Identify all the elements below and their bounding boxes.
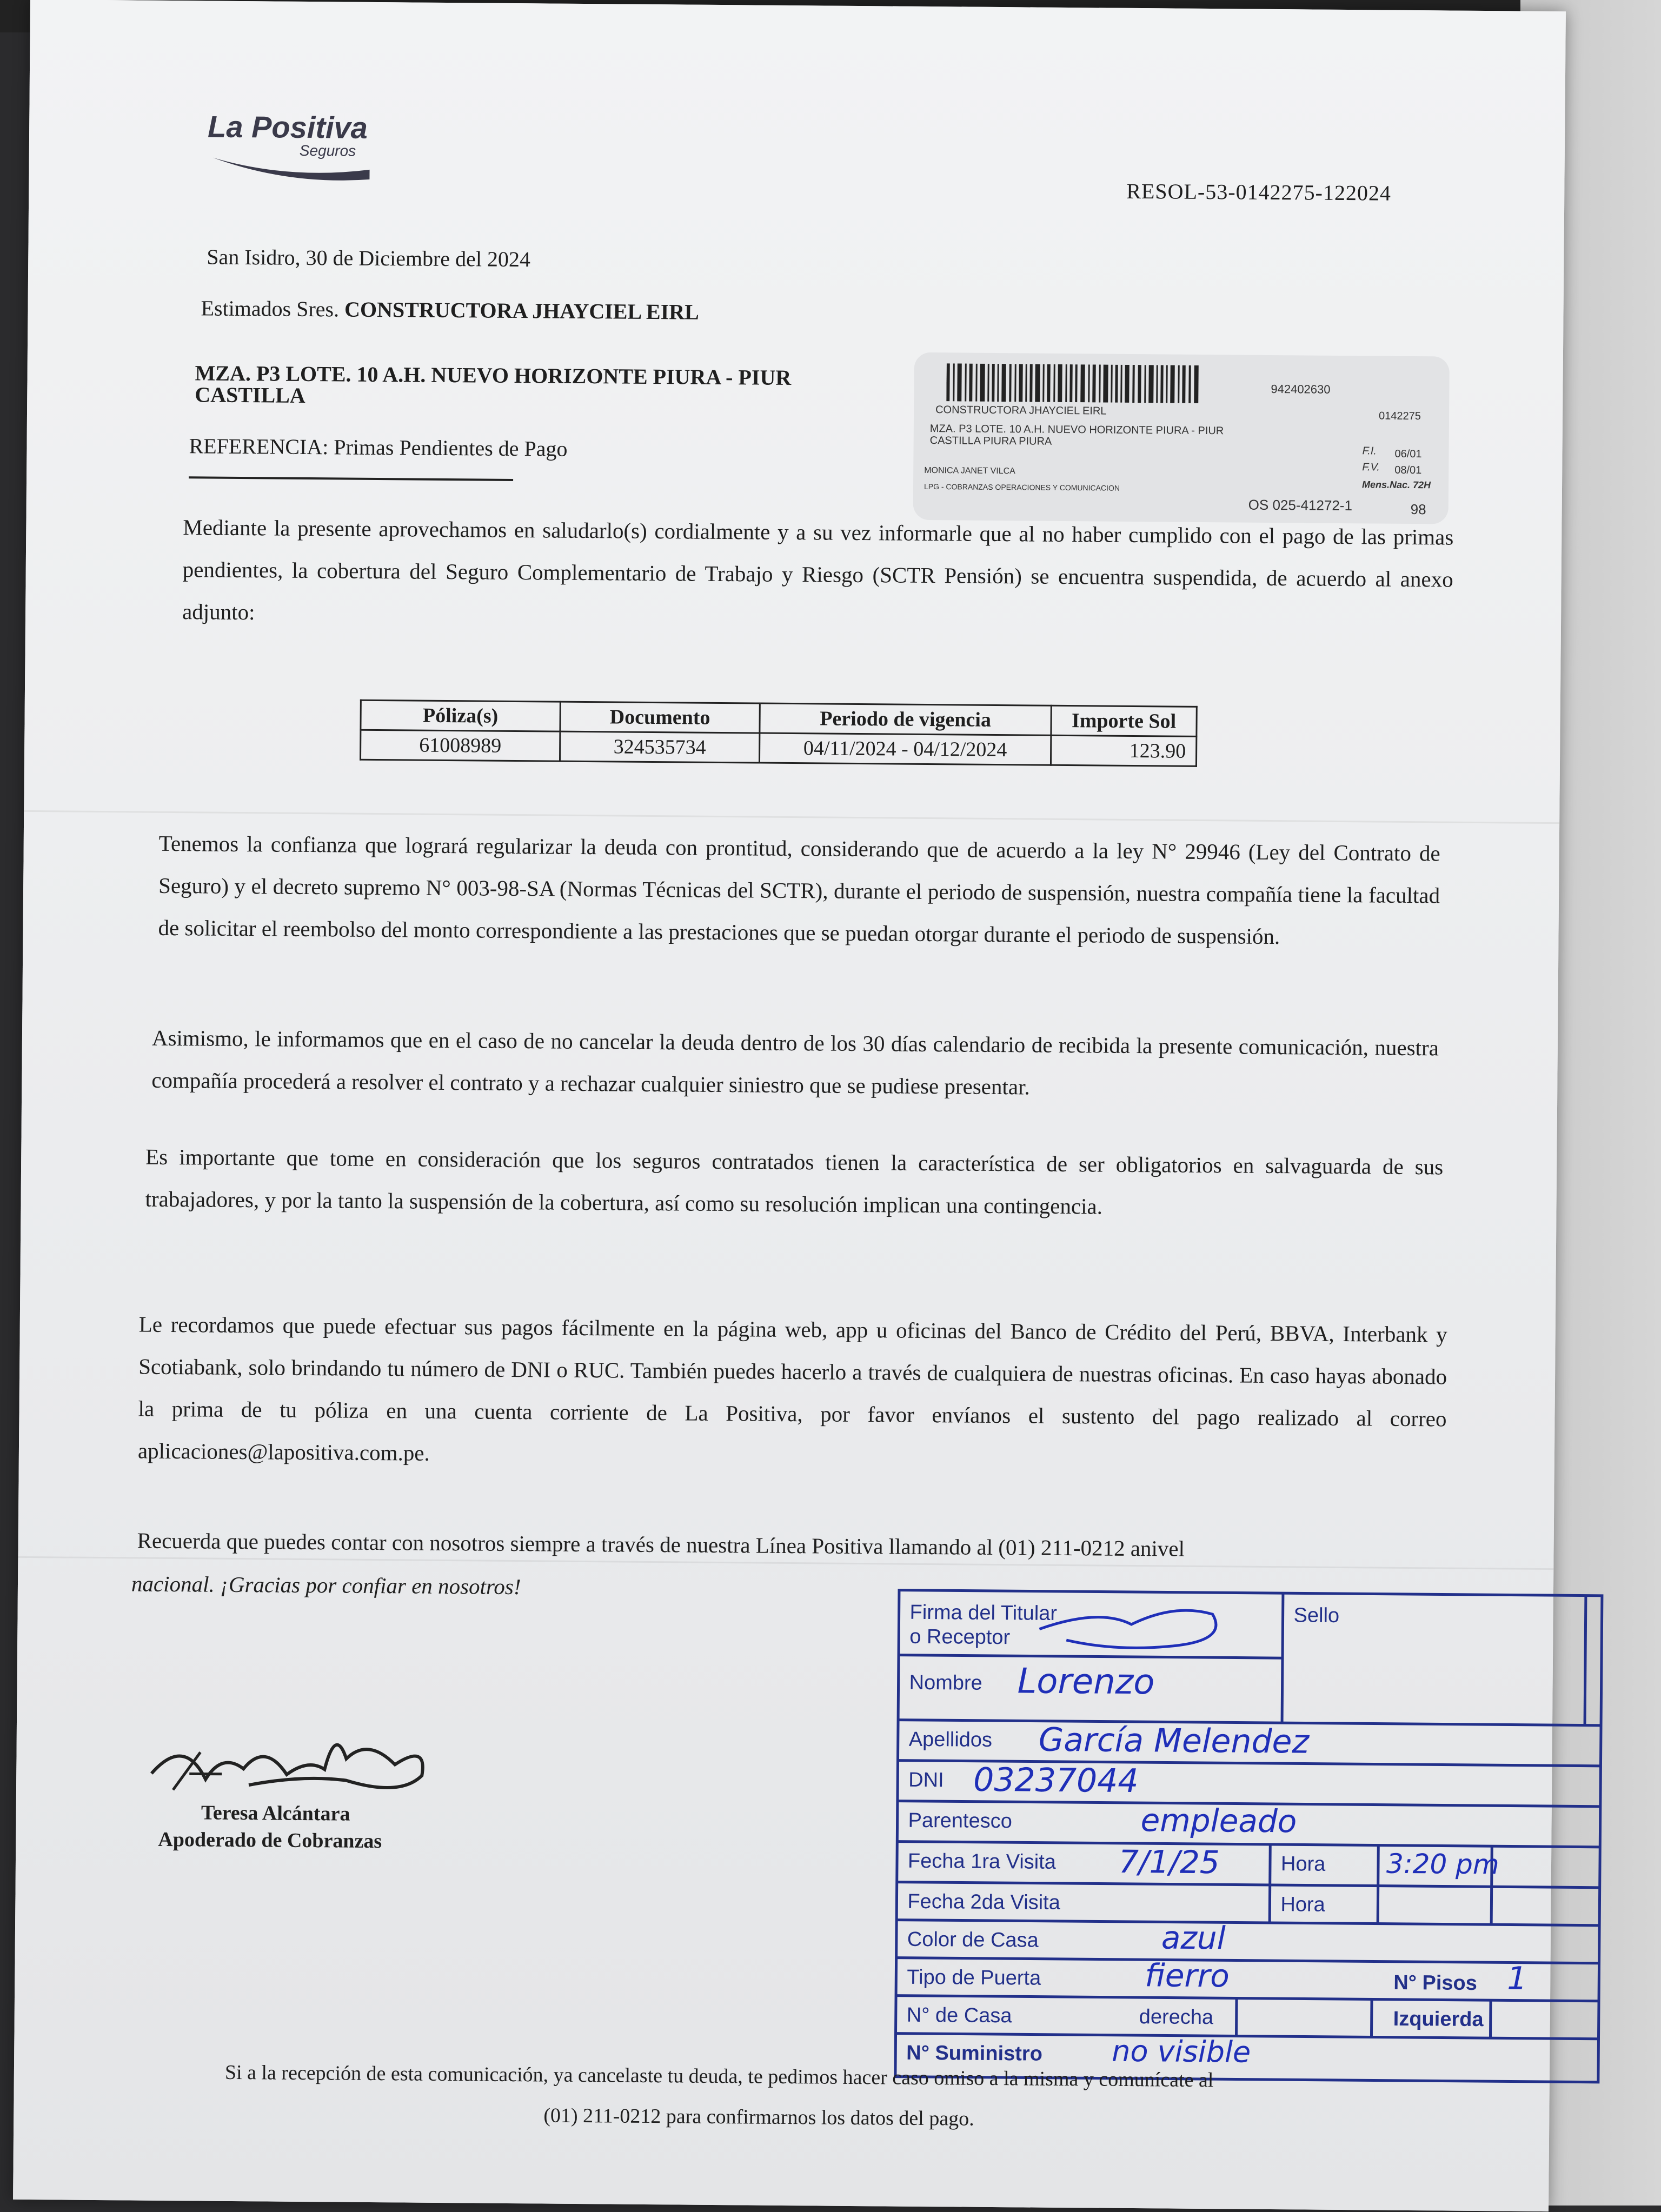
label-fi: F.I.	[1362, 445, 1377, 457]
greeting-company: CONSTRUCTORA JHAYCIEL EIRL	[344, 297, 699, 324]
greeting-line	[201, 295, 699, 324]
address-line-2: CASTILLA	[195, 382, 305, 408]
header-periodo: Periodo de vigencia	[760, 703, 1051, 735]
paragraph-4: Es importante que tome en consideración que los seguros contratados tienen la característica de ser obligatorios en salvaguarda de sus trabajadores, y por la tanto la suspensión de la cobertura, así como su resolución implican una contingencia.	[145, 1144, 1444, 1219]
receipt-stamp	[879, 1574, 1629, 2115]
color-value: azul	[1161, 1919, 1226, 1957]
cell-periodo: 04/11/2024 - 04/12/2024	[759, 733, 1051, 765]
address-line-1: MZA. P3 LOTE. 10 A.H. NUEVO HORIZONTE PIURA - PIUR	[195, 361, 792, 390]
hora2-label: Hora	[1280, 1893, 1325, 1916]
label-company: CONSTRUCTORA JHAYCIEL EIRL	[935, 404, 1107, 417]
label-department: LPG - COBRANZAS OPERACIONES Y COMUNICACION	[923, 482, 1120, 492]
header-importe: Importe Sol	[1051, 705, 1197, 736]
logo-swoosh-icon	[207, 152, 380, 186]
paragraph-6-line-2: nacional. ¡Gracias por confiar en nosotros!	[131, 1571, 521, 1600]
hora-value: 3:20 pm	[1386, 1848, 1499, 1881]
fecha1-label: Fecha 1ra Visita	[907, 1849, 1057, 1874]
pisos-label: N° Pisos	[1393, 1971, 1478, 1995]
footer-line-1: Si a la recepción de esta comunicación, ya cancelaste tu deuda, te pedimos hacer caso omiso a la misma y comunícate al	[224, 2061, 1214, 2092]
parentesco-label: Parentesco	[908, 1809, 1013, 1833]
suministro-label: N° Suministro	[906, 2041, 1043, 2066]
signatory-name: Teresa Alcántara	[201, 1801, 350, 1825]
label-contact: MONICA JANET VILCA	[924, 465, 1015, 476]
hora-label: Hora	[1280, 1853, 1326, 1876]
greeting-prefix: Estimados Sres.	[201, 296, 340, 322]
izquierda-label: Izquierda	[1393, 2007, 1484, 2031]
fold-crease	[24, 810, 1559, 824]
sello-label: Sello	[1293, 1604, 1340, 1628]
puerta-value: fierro	[1145, 1957, 1230, 1995]
label-code: 0142275	[1378, 410, 1421, 423]
fecha2-label: Fecha 2da Visita	[907, 1890, 1060, 1914]
label-address-2: CASTILLA PIURA PIURA	[929, 435, 1052, 448]
color-label: Color de Casa	[907, 1928, 1039, 1952]
resolution-number: RESOL-53-0142275-122024	[1126, 178, 1392, 205]
stamp-grid	[879, 1574, 1629, 2115]
label-fv: F.V.	[1362, 461, 1380, 474]
pisos-value: 1	[1507, 1960, 1527, 1997]
signatory-role: Apoderado de Cobranzas	[158, 1828, 382, 1853]
apellidos-value: García Melendez	[1038, 1721, 1310, 1761]
fecha1-value: 7/1/25	[1118, 1843, 1220, 1881]
mailing-label	[913, 352, 1450, 524]
paragraph-3: Asimismo, le informamos que en el caso de no cancelar la deuda dentro de los 30 días calendario de recibida la presente comunicación, nuestra compañía procederá a resolver el contrato y a rechazar cualquier siniestro que se pudiese presentar.	[151, 1025, 1439, 1100]
cell-poliza: 61008989	[361, 730, 560, 761]
puerta-label: Tipo de Puerta	[907, 1966, 1041, 1990]
firma-label-2: o Receptor	[909, 1625, 1011, 1649]
apellidos-label: Apellidos	[908, 1728, 993, 1751]
reference-underline	[189, 476, 513, 481]
recipient-signature	[1034, 1597, 1229, 1658]
label-fv-value: 08/01	[1394, 464, 1422, 477]
dni-label: DNI	[908, 1768, 944, 1792]
company-logo	[207, 109, 435, 191]
logo-name: La Positiva	[207, 109, 368, 145]
handwritten-signature	[141, 1703, 444, 1814]
letter-page	[13, 0, 1566, 2211]
paragraph-2: Tenemos la confianza que logrará regularizar la deuda con prontitud, considerando que de acuerdo a la ley N° 29946 (Ley del Contrato de Seguro) y el decreto supremo N° 003-98-SA (Normas Técnicas del SCTR), durante el periodo de suspensión, nuestra compañía tiene la facultad de solicitar el reembolso del monto correspondiente a las prestaciones que se puedan otorgar durante el periodo de suspensión.	[158, 830, 1440, 949]
ncasa-label: N° de Casa	[906, 2003, 1012, 2028]
cell-documento: 324535734	[560, 731, 759, 763]
dni-value: 03237044	[973, 1761, 1139, 1801]
nombre-label: Nombre	[909, 1671, 982, 1695]
label-os: OS 025-41272-1	[1248, 496, 1353, 514]
barcode-number: 942402630	[1271, 382, 1331, 396]
label-mens: Mens.Nac. 72H	[1361, 479, 1431, 491]
nombre-value: Lorenzo	[1017, 1661, 1155, 1703]
label-os-suffix: 98	[1410, 501, 1426, 518]
suministro-value: no visible	[1112, 2034, 1251, 2069]
header-documento: Documento	[560, 702, 760, 733]
table-row	[361, 730, 1197, 766]
derecha-label: derecha	[1139, 2006, 1214, 2029]
paragraph-1: Mediante la presente aprovechamos en saludarlo(s) cordialmente y a su vez informarle que al no haber cumplido con el pago de las primas pendientes, la cobertura del Seguro Complementario de Trabajo y Riesgo (SCTR Pensión) se encuentra suspendida, de acuerdo al anexo adjunto:	[182, 515, 1454, 625]
logo-subtitle: Seguros	[299, 142, 356, 159]
header-poliza: Póliza(s)	[361, 700, 560, 731]
paragraph-6-line-1: Recuerda que puedes contar con nosotros siempre a través de nuestra Línea Positiva llamando al (01) 211-0212 anivel	[137, 1528, 1185, 1561]
label-address-1: MZA. P3 LOTE. 10 A.H. NUEVO HORIZONTE PIURA - PIUR	[929, 423, 1224, 437]
reference-line: REFERENCIA: Primas Pendientes de Pago	[189, 434, 568, 461]
label-fi-value: 06/01	[1394, 448, 1422, 461]
footer-line-2: (01) 211-0212 para confirmarnos los datos del pago.	[543, 2104, 974, 2130]
date-line: San Isidro, 30 de Diciembre del 2024	[207, 244, 531, 272]
barcode-icon	[946, 363, 1228, 403]
paragraph-5: Le recordamos que puede efectuar sus pagos fácilmente en la página web, app u oficinas del Banco de Crédito del Perú, BBVA, Interbank y Scotiabank, solo brindando tu número de DNI o RUC. También puedes hacerlo a través de cualquiera de nuestras oficinas. En caso hayas abonado la prima de tu póliza en una cuenta corriente de La Positiva, por favor envíanos el sustento del pago realizado al correo aplicaciones@lapositiva.com.pe.	[137, 1311, 1447, 1465]
firma-label-1: Firma del Titular	[909, 1601, 1058, 1625]
cell-importe: 123.90	[1051, 735, 1196, 766]
parentesco-value: empleado	[1140, 1802, 1297, 1840]
policy-table	[360, 699, 1198, 767]
